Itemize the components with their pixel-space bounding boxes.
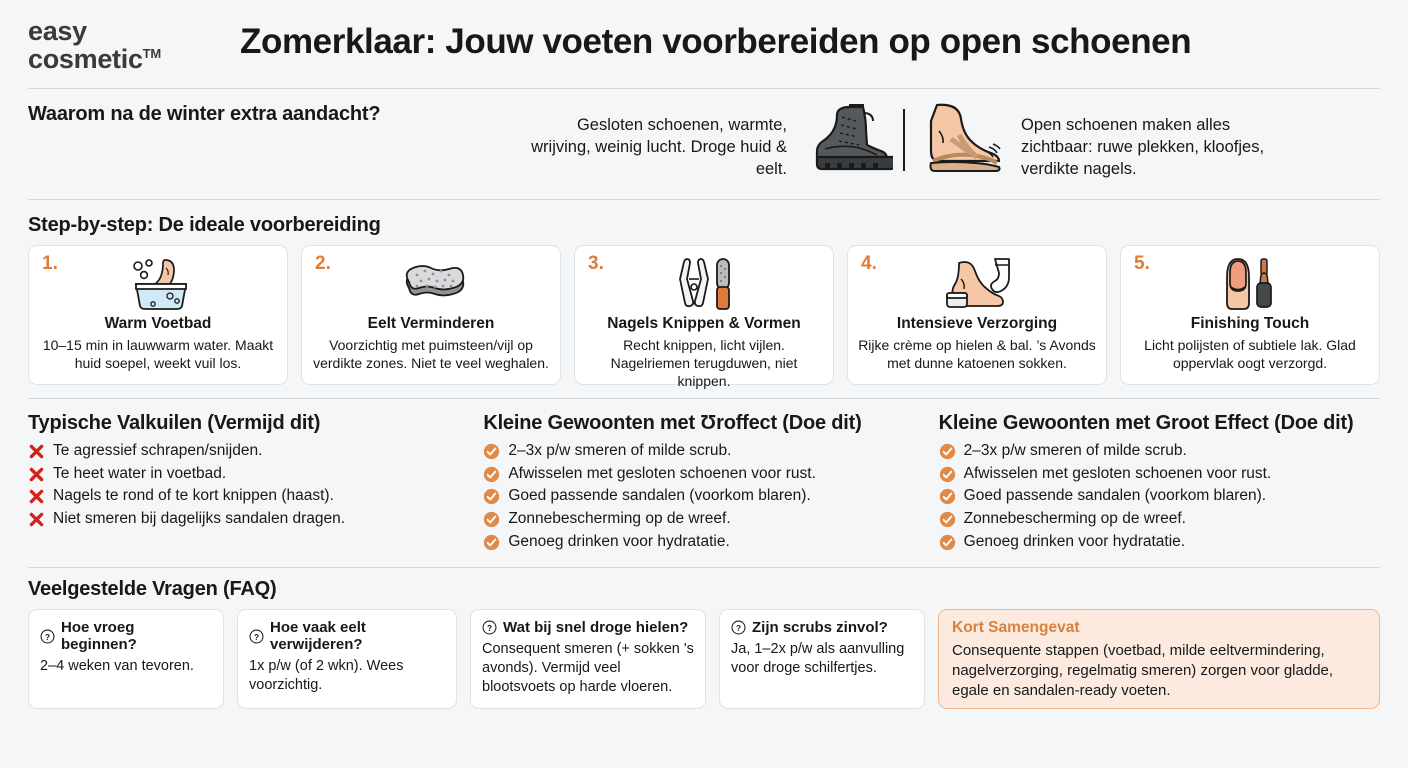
why-heading: Waarom na de winter extra aandacht? <box>28 103 381 125</box>
step-title: Nagels Knippen & Vormen <box>607 315 801 332</box>
step-description: Rijke crème op hielen & bal. ’s Avonds met dunne katoenen sokken. <box>858 337 1096 371</box>
faq-card-3[interactable] <box>470 609 706 709</box>
summary-text: Consequente stappen (voetbad, milde eeltvermindering, nagelverzorging, regelmatig smeren) zorgen voor gladde, egale en sandalen-ready voeten. <box>952 642 1334 699</box>
why-left-text: Gesloten schoenen, warmte, wrijving, weinig lucht. Droge huid & eelt. <box>531 116 787 178</box>
faq-question-row <box>731 619 913 636</box>
list-item-label: Te heet water in voetbad. <box>53 464 227 482</box>
cross-icon <box>28 443 45 460</box>
why-comparison <box>428 101 1380 180</box>
header <box>28 0 1380 88</box>
why-icon-pair <box>801 101 1007 178</box>
step-description: 10–15 min in lauwwarm water. Maakt huid soepel, weekt vuil los. <box>42 337 274 371</box>
step-card-4[interactable] <box>847 245 1107 385</box>
steps-row <box>28 245 1380 389</box>
list-item-label: Te agressief schrapen/snijden. <box>53 442 263 459</box>
why-right-text: Open schoenen maken alles zichtbaar: ruwe plekken, kloofjes, verdikte nagels. <box>1021 116 1265 178</box>
list-item <box>28 485 469 508</box>
column-habits-middle <box>483 412 924 567</box>
step-description: Voorzichtig met puimsteen/vijl op verdikte zones. Niet te veel weghalen. <box>313 337 549 371</box>
svg-text:?: ? <box>44 632 51 642</box>
list-item-label: Zonnebescherming op de wreef. <box>508 509 731 527</box>
faq-question: Zijn scrubs zinvol? <box>752 619 888 636</box>
list-item <box>939 463 1380 486</box>
check-circle-icon <box>939 511 956 528</box>
faq-answer: 1x p/w (of 2 wkn). Wees voorzichtig. <box>249 658 404 693</box>
step-title: Warm Voetbad <box>104 315 212 332</box>
brand-line-1: easy <box>28 16 87 46</box>
step-title: Intensieve Verzorging <box>896 315 1058 332</box>
faq-answer: 2–4 weken van tevoren. <box>40 658 194 674</box>
column-title: Kleine Gewoonten met Groot Effect (Doe dit) <box>938 412 1354 434</box>
comparison-divider <box>903 109 905 171</box>
list-item-label: Nagels te rond of te kort knippen (haast). <box>53 487 334 505</box>
faq-answer: Consequent smeren (+ sokken 's avonds). Vermijd veel blootsvoets op harde vloeren. <box>482 641 694 695</box>
question-mark-icon <box>482 620 497 635</box>
list-item-label: 2–3x p/w smeren of milde scrub. <box>963 442 1187 459</box>
faq-question: Wat bij snel droge hielen? <box>503 619 689 636</box>
list-item-label: Afwisselen met gesloten schoenen voor rust. <box>508 464 816 482</box>
faq-card-2[interactable] <box>237 609 457 709</box>
step-card-3[interactable] <box>574 245 834 389</box>
faq-card-1[interactable] <box>28 609 224 709</box>
faq-answer: Ja, 1–2x p/w als aanvulling voor droge schilfertjes. <box>731 641 905 676</box>
list-item-label: Goed passende sandalen (voorkom blaren). <box>508 487 811 505</box>
step-number: 1. <box>42 253 58 274</box>
check-circle-icon <box>483 511 500 528</box>
list-item <box>939 531 1380 554</box>
check-circle-icon <box>939 466 956 483</box>
step-number: 5. <box>1134 253 1150 274</box>
check-circle-icon <box>483 443 500 460</box>
list-item <box>483 508 924 531</box>
list-item-label: Afwisselen met gesloten schoenen voor rust. <box>963 464 1272 482</box>
footbath-icon <box>39 256 277 312</box>
cross-icon <box>28 466 45 483</box>
faq-row <box>28 609 1380 709</box>
faq-question: Hoe vroeg beginnen? <box>61 619 137 653</box>
why-section <box>28 89 1380 199</box>
column-pitfalls <box>28 412 469 567</box>
step-number: 4. <box>861 253 877 274</box>
summary-card <box>938 609 1380 709</box>
list-item <box>28 440 469 463</box>
step-card-1[interactable] <box>28 245 288 385</box>
step-description: Licht polijsten of subtiele lak. Glad oppervlak oogt verzorgd. <box>1144 337 1356 371</box>
faq-question-row <box>482 619 694 636</box>
cross-icon <box>28 511 45 528</box>
habits-columns <box>28 399 1380 567</box>
nail-clipper-file-icon <box>585 256 823 312</box>
list-item-label: Genoeg drinken voor hydratatie. <box>963 532 1186 550</box>
sandal-foot-icon <box>915 101 1007 178</box>
steps-heading: Step-by-step: De ideale voorbereiding <box>28 214 381 236</box>
list-item <box>483 485 924 508</box>
boot-icon <box>801 101 893 178</box>
list-item <box>28 463 469 486</box>
list-item-label: Goed passende sandalen (voorkom blaren). <box>963 487 1267 505</box>
column-title: Typische Valkuilen (Vermijd dit) <box>28 412 321 434</box>
check-circle-icon <box>939 488 956 505</box>
list-item <box>483 531 924 554</box>
nail-polish-icon <box>1131 256 1369 312</box>
check-circle-icon <box>483 534 500 551</box>
brand-line-2-text: cosmetic <box>28 43 143 74</box>
step-number: 2. <box>315 253 331 274</box>
step-description: Recht knippen, licht vijlen. Nagelriemen terugduwen, niet knippen. <box>610 337 798 389</box>
check-circle-icon <box>483 488 500 505</box>
faq-heading: Veelgestelde Vragen (FAQ) <box>28 578 277 600</box>
foot-cream-sock-icon <box>858 256 1096 312</box>
step-title: Finishing Touch <box>1190 315 1310 332</box>
list-item-label: Genoeg drinken voor hydratatie. <box>508 532 730 550</box>
list-item-label: Zonnebescherming op de wreef. <box>963 509 1186 527</box>
check-circle-icon <box>483 466 500 483</box>
list-item <box>483 440 924 463</box>
list-item-label: Niet smeren bij dagelijks sandalen dragen. <box>53 509 346 527</box>
brand-line-2 <box>28 43 240 74</box>
question-mark-icon <box>40 629 55 644</box>
page-title: Zomerklaar: Jouw voeten voorbereiden op open schoenen <box>240 22 1192 61</box>
step-number: 3. <box>588 253 604 274</box>
pumice-sponge-icon <box>312 256 550 312</box>
step-title: Eelt Verminderen <box>367 315 495 332</box>
column-title: Kleine Gewoonten met Ʊroffect (Doe dit) <box>483 412 862 434</box>
cross-icon <box>28 488 45 505</box>
svg-text:?: ? <box>253 632 260 642</box>
question-mark-icon <box>249 629 264 644</box>
list-item <box>483 463 924 486</box>
faq-question: Hoe vaak eelt verwijderen? <box>270 619 366 653</box>
check-circle-icon <box>939 443 956 460</box>
trademark-symbol: TM <box>142 45 161 61</box>
svg-text:?: ? <box>735 623 742 633</box>
step-card-2[interactable] <box>301 245 561 385</box>
question-mark-icon <box>731 620 746 635</box>
step-card-5[interactable] <box>1120 245 1380 385</box>
faq-question-row <box>249 619 445 653</box>
list-item <box>939 440 1380 463</box>
check-circle-icon <box>939 534 956 551</box>
brand-logo <box>28 12 240 73</box>
list-item <box>28 508 469 531</box>
faq-question-row <box>40 619 212 653</box>
list-item <box>939 508 1380 531</box>
faq-card-4[interactable] <box>719 609 925 709</box>
list-item <box>939 485 1380 508</box>
list-item-label: 2–3x p/w smeren of milde scrub. <box>508 442 732 459</box>
summary-title: Kort Samengevat <box>952 619 1080 636</box>
svg-text:?: ? <box>486 623 493 633</box>
column-habits-right <box>939 412 1380 567</box>
